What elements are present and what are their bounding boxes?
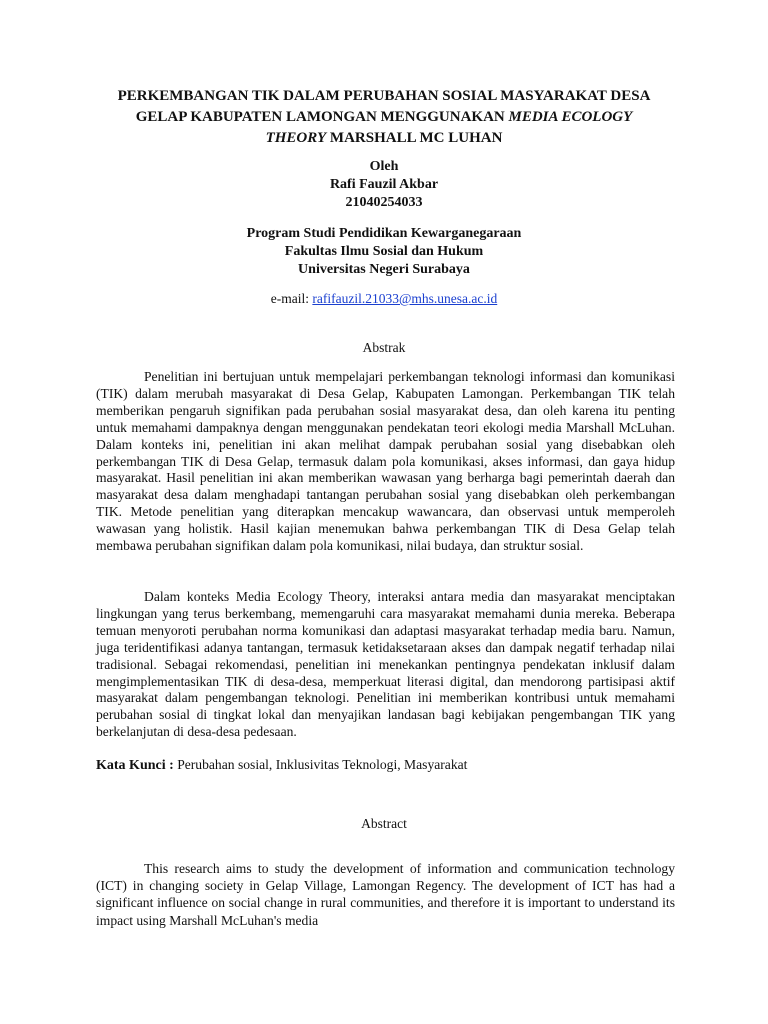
- abstrak-heading: Abstrak: [362, 340, 406, 355]
- title-line-3-text: MARSHALL MC LUHAN: [329, 130, 503, 146]
- keywords-text: Perubahan sosial, Inklusivitas Teknologi, Masyarakat: [177, 757, 468, 772]
- abstrak-paragraph-1: Penelitian ini bertujuan untuk mempelajari perkembangan teknologi informasi dan komunikasi (TIK) dalam merubah masyarakat di Desa Gelap, Kabupaten Lamongan. Perkembangan TIK telah memberikan pengaruh signifikan pada perubahan sosial masyarakat desa, dan oleh karena itu penting untuk memahami dampaknya dengan menggunakan pendekatan teori ekologi media Marshall McLuhan. Dalam konteks ini, penelitian ini akan melihat dampak perubahan sosial yang disebabkan oleh perkembangan TIK di Desa Gelap, termasuk dalam pola komunikasi, akses informasi, dan gaya hidup masyarakat. Hasil penelitian ini akan memberikan wawasan yang berharga bagi pemerintah daerah dan masyarakat desa dalam menghadapi tantangan perubahan sosial yang disebabkan oleh perkembangan TIK. Metode penelitian yang diterapkan mencakup wawancara, dan observasi untuk memperoleh wawasan yang holistik. Hasil kajian menemukan bahwa perkembangan TIK di Desa Gelap telah membawa perubahan signifikan dalam pola komunikasi, nilai budaya, dan struktur sosial.: [96, 369, 675, 554]
- affiliation-block: [96, 225, 672, 279]
- affiliation-faculty: Fakultas Ilmu Sosial dan Hukum: [284, 244, 484, 259]
- email-link[interactable]: rafifauzil.21033@mhs.unesa.ac.id: [312, 291, 498, 306]
- author-by: Oleh: [369, 159, 399, 174]
- affiliation-university: Universitas Negeri Surabaya: [298, 262, 470, 277]
- email-line: [96, 290, 672, 308]
- author-block: [96, 158, 672, 212]
- author-id: 21040254033: [345, 195, 423, 210]
- keywords-label: Kata Kunci :: [96, 758, 174, 773]
- affiliation-program: Program Studi Pendidikan Kewarganegaraan: [246, 226, 522, 241]
- title-line-2-italic: MEDIA ECOLOGY: [508, 109, 633, 125]
- title-line-2: [96, 107, 672, 128]
- title-line-1: PERKEMBANGAN TIK DALAM PERUBAHAN SOSIAL MASYARAKAT DESA: [117, 88, 651, 104]
- title-line-3: [96, 128, 672, 149]
- keywords-line: [96, 756, 672, 774]
- abstrak-paragraph-2: Dalam konteks Media Ecology Theory, interaksi antara media dan masyarakat menciptakan lingkungan yang terus berkembang, memengaruhi cara masyarakat memahami dunia mereka. Beberapa temuan menyoroti perubahan norma komunikasi dan adaptasi masyarakat terhadap media baru. Namun, juga teridentifikasi adanya tantangan, termasuk ketidaksetaraan akses dan dampak negatif terhadap nilai tradisional. Sebagai rekomendasi, penelitian ini menekankan pentingnya pendekatan inklusif dalam mengimplementasikan TIK di desa-desa, memperkuat literasi digital, dan mendorong partisipasi aktif masyarakat dalam pengembangan teknologi. Penelitian ini memberikan kontribusi untuk memahami perubahan sosial di tingkat lokal dan menyajikan landasan bagi kebijakan pengembangan TIK yang berkelanjutan di desa-desa pedesaan.: [96, 589, 675, 740]
- abstract-heading: Abstract: [361, 816, 407, 831]
- title-line-3-italic: THEORY: [265, 130, 327, 146]
- paper-title: [96, 86, 672, 149]
- email-label: e-mail:: [270, 291, 309, 306]
- title-line-2-text: GELAP KABUPATEN LAMONGAN MENGGUNAKAN: [135, 109, 505, 125]
- abstract-paragraph-1: This research aims to study the development of information and communication technology (ICT) in changing society in Gelap Village, Lamongan Regency. The development of ICT has had a significant influence on social change in rural communities, and therefore it is important to understand its impact using Marshall McLuhan's media: [96, 861, 675, 928]
- author-name: Rafi Fauzil Akbar: [329, 177, 439, 192]
